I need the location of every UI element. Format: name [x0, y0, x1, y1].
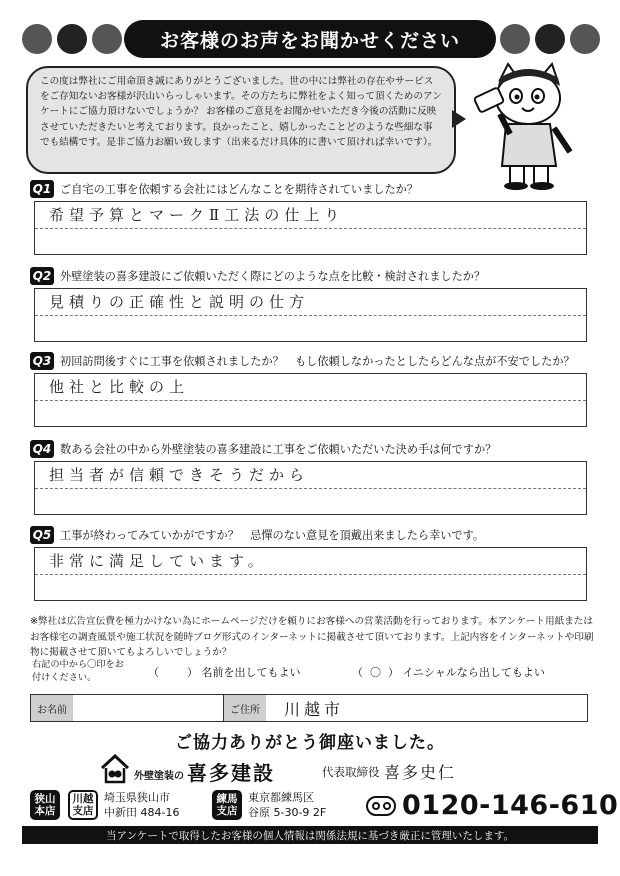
address-field[interactable]: [266, 695, 587, 721]
question-text: ご自宅の工事を依頼する会社にはどんなことを期待されていましたか？: [60, 183, 419, 196]
answer-box[interactable]: [34, 547, 587, 601]
branch-address-line1: 東京都練馬区: [248, 791, 314, 804]
company-name: 喜多建設: [187, 761, 275, 785]
question-block-q2: [30, 267, 592, 342]
free-dial-icon: [366, 796, 396, 816]
ruled-line: [35, 574, 586, 575]
question-text: 数ある会社の中から外壁塗装の喜多建設に工事をご依頼いただいた決め手は何ですか？: [60, 443, 497, 456]
branch-kawagoe: [68, 790, 179, 820]
bubble-tail: [452, 110, 466, 128]
consent-option-label: イニシャルなら出してもよい: [402, 666, 545, 679]
branch-badge: 川越支店: [68, 790, 98, 820]
question-number-badge: Q1: [30, 180, 54, 198]
consent-checkbox[interactable]: （ ）: [148, 666, 198, 679]
company-prefix: 外壁塗装の: [134, 771, 184, 782]
dot: [22, 24, 52, 54]
question-number-badge: Q2: [30, 267, 54, 285]
ruled-line: [35, 315, 586, 316]
decorative-dots-right: [500, 24, 600, 54]
question-block-q4: [30, 440, 592, 515]
question-text: 初回訪問後すぐに工事を依頼されましたか？ もし依頼しなかったとしたらどんな点が不安でしたか？: [60, 355, 575, 368]
question-number-badge: Q5: [30, 526, 54, 544]
consent-option-name[interactable]: [148, 664, 300, 680]
handwritten-answer: 担当者が信頼できそうだから: [49, 466, 310, 484]
branch-nerima: [212, 790, 326, 820]
answer-box[interactable]: [34, 201, 587, 255]
name-field[interactable]: [73, 695, 224, 721]
branch-badge: 狭山本店: [30, 790, 60, 820]
thank-you-message: ご協力ありがとう御座いました。: [175, 733, 445, 753]
dot: [92, 24, 122, 54]
cat-mascot-illustration: [470, 62, 582, 190]
representative-title: 代表取締役: [322, 765, 380, 779]
intro-speech-bubble: [26, 66, 456, 174]
representative-name: 喜多史仁: [384, 763, 457, 782]
publication-note: ※弊社は広告宣伝費を極力かけない為にホームページだけを頼りにお客様への営業活動を行っております。本アンケート用紙またはお客様宅の調査風景や施工状況を随時ブログ形式のインターネットに掲載させて頂いております。上記内容をインターネットや印刷物に掲載させて頂いてもよろしいでしょうか？: [30, 616, 594, 658]
dot: [57, 24, 87, 54]
handwritten-answer: 他社と比較の上: [49, 378, 190, 396]
page-title: お客様のお声をお聞かせください: [124, 20, 496, 58]
circle-mark: 〇: [370, 666, 381, 679]
company-logo-icon: [100, 754, 130, 784]
company-name-block: [134, 758, 275, 786]
decorative-dots-left: [22, 24, 122, 54]
question-block-q1: [30, 180, 592, 255]
branch-address: [104, 790, 179, 820]
consent-instruction: 右記の中から〇印をお付けください。: [32, 659, 124, 683]
question-number-badge: Q4: [30, 440, 54, 458]
consent-option-initial[interactable]: [352, 664, 545, 680]
answer-box[interactable]: [34, 461, 587, 515]
branch-badge: 練馬支店: [212, 790, 242, 820]
answer-box[interactable]: [34, 288, 587, 342]
dot: [535, 24, 565, 54]
branch-address-line1: 埼玉県狭山市: [104, 791, 170, 804]
phone-number[interactable]: 0120-146-610: [402, 790, 619, 821]
question-block-q5: [30, 526, 592, 601]
branch-address: [248, 790, 326, 820]
address-value: 川越市: [284, 699, 345, 719]
name-address-row: [30, 694, 588, 722]
ruled-line: [35, 488, 586, 489]
question-number-badge: Q3: [30, 352, 54, 370]
question-block-q3: [30, 352, 592, 427]
question-text: 外壁塗装の喜多建設にご依頼いただく際にどのような点を比較・検討されましたか？: [60, 270, 486, 283]
dot: [500, 24, 530, 54]
privacy-footer: 当アンケートで取得したお客様の個人情報は関係法規に基づき厳正に管理いたします。: [22, 826, 598, 844]
handwritten-answer: 見積りの正確性と説明の仕方: [49, 293, 310, 311]
consent-option-label: 名前を出してもよい: [201, 666, 301, 679]
address-label: ご住所: [224, 695, 266, 721]
answer-box[interactable]: [34, 373, 587, 427]
question-text: 工事が終わってみていかがですか？ 忌憚のない意見を頂戴出来ましたら幸いです。: [60, 529, 485, 542]
handwritten-answer: 希望予算とマークⅡ工法の仕上り: [49, 206, 345, 224]
name-label: お名前: [31, 695, 73, 721]
branch-address-line2: 中新田 484-16: [104, 806, 180, 819]
branch-address-line2: 谷原 5-30-9 2F: [248, 806, 327, 819]
dot: [570, 24, 600, 54]
ruled-line: [35, 400, 586, 401]
phone-block[interactable]: [366, 790, 618, 821]
intro-text: この度は弊社にご用命頂き誠にありがとうございました。世の中には弊社の存在やサービスをご存知ないお客様が沢山いらっしゃいます。その方たちに弊社をよく知って頂くためのアンケートにご協力頂けないでしょうか？ お客様のご意見をお聞かせいただき今後の活動に反映させていただきたいと考えております。良かったこと、嬉しかったことどのような些細な事でも結構です。是非ご協力お願い致します（出来るだけ具体的に書いて頂ければ幸いです）。: [40, 76, 442, 148]
ruled-line: [35, 228, 586, 229]
branch-sayama: [30, 790, 60, 820]
consent-checkbox-checked[interactable]: （ 〇 ）: [352, 666, 399, 679]
handwritten-answer: 非常に満足しています。: [49, 552, 268, 570]
